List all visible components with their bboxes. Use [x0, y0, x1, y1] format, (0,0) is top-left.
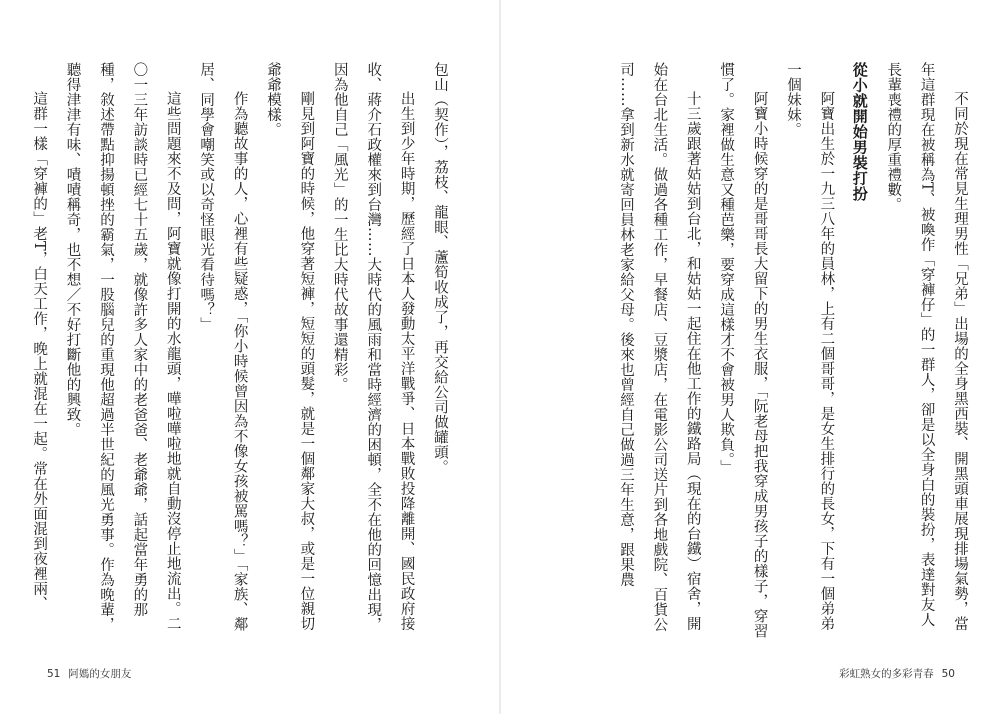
- paragraph: 這些問題來不及問，阿寶就像打開的水龍頭，嘩啦嘩啦地就自動沒停止地流出。二〇一三年訪談時已經七十五歲，就像許多人家中的老爸爸、老爺爺，話起當年勇的那種，敘述帶點抑揚頓挫的霸氣，一股腦兒的重現他超過半世紀的風光勇事。作為晚輩，聽得津津有味、嘖嘖稱奇，也不想／不好打斷他的興致。: [64, 62, 181, 632]
- right-page: [501, 0, 1000, 714]
- page-number: 51: [47, 668, 61, 680]
- running-title: 彩虹熟女的多彩青春: [839, 668, 934, 680]
- paragraph: 阿寶小時候穿的是哥哥長大留下的男生衣服，「阮老母把我穿成男孩子的樣子，穿習慣了。家裡做生意又種芭樂，要穿成這樣才不會被男人欺負。」: [718, 62, 768, 639]
- paragraph: 不同於現在常見生理男性「兄弟」出場的全身黑西裝、開黑頭車展現排場氣勢，當年這群現在被稱為T、被喚作「穿褲仔」的一群人，卻是以全身白的裝扮，表達對友人長輩喪禮的厚重禮數。: [885, 62, 968, 631]
- paragraph: 剛見到阿寶的時候，他穿著短褲，短短的頭髮，就是一個鄰家大叔，或是一位親切爺爺模樣。: [264, 62, 315, 631]
- running-title: 阿媽的女朋友: [68, 668, 132, 680]
- right-page-text: [546, 62, 976, 642]
- left-page-footer: [47, 666, 131, 681]
- paragraph: 這群一樣「穿褲的」老T，白天工作，晚上就混在一起。常在外面混到夜裡兩、: [31, 91, 48, 612]
- paragraph: 阿寶出生於一九三八年的員林，上有二個哥哥，是女生排行的長女，下有一個弟弟一個妹妹。: [784, 62, 835, 631]
- left-page-text: [24, 62, 456, 642]
- paragraph: 出生到少年時期，歷經了日本人發動太平洋戰爭、日本戰敗投降離開、國民政府接收、蔣介石政權來到台灣……大時代的風雨和當時經濟的困頓，全不在他的回憶出現，因為他自己「風光」的一生比大時代故事還精彩。: [331, 62, 415, 632]
- section-heading: 從小就開始男裝打扮: [850, 62, 869, 202]
- right-page-footer: [839, 666, 955, 681]
- paragraph: 作為聽故事的人，心裡有些疑惑，「你小時候曾因為不像女孩被罵嗎？」「家族、鄰居、同學會嘲笑或以奇怪眼光看待嗎？」: [198, 62, 248, 632]
- paragraph: 包山（契作），荔枝、龍眼、蘆筍收成了，再交給公司做罐頭。: [432, 62, 448, 475]
- left-page: [0, 0, 499, 714]
- paragraph: 十三歲跟著姑姑到台北，和姑姑一起住在他工作的鐵路局（現在的台鐵）宿舍，開始在台北生活。做過各種工作，早餐店、豆漿店，在電影公司送片到各地戲院、百貨公司……拿到新水就寄回員林老家給父母。後來也曾經自己做過三年生意，跟果農: [617, 62, 701, 632]
- page-number: 50: [941, 668, 955, 680]
